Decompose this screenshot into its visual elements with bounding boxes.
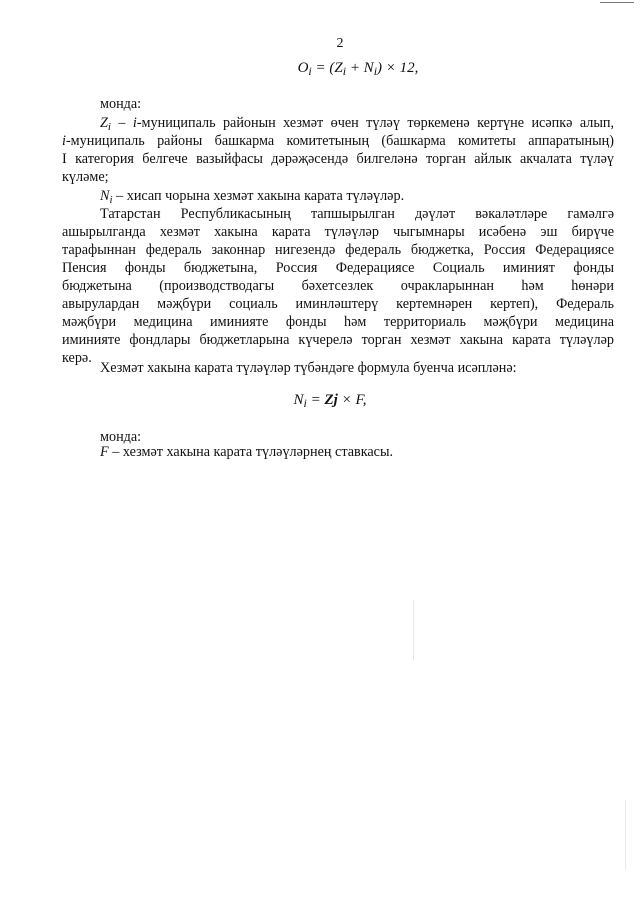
paragraph-line-1: Татарстан Республикасының тапшырылган дәүләт вәкаләтләре гамәлгә — [100, 206, 614, 222]
formula-oi-lhs-sub: i — [308, 64, 312, 78]
zi-definition-line-3: I категория белгече вазыйфасы дәрәҗәсендә билгеләнә торган айлык акчалата түләү — [62, 151, 614, 167]
formula-ni-tail: × F, — [337, 392, 367, 408]
formula-oi-z-sub: i — [342, 64, 347, 78]
paragraph-line-9: керә. — [62, 350, 92, 366]
zi-dash: – — [110, 115, 133, 131]
formula-oi-tail: ) × 12, — [377, 60, 419, 76]
zi-symbol: Z — [100, 115, 108, 131]
formula-oi-mid: = (Z — [311, 60, 343, 76]
formula-oi — [38, 60, 640, 77]
paragraph-line-7: мәҗбүри медицина иминияте фонды һәм территориаль мәҗбүри медицина — [62, 314, 614, 330]
paragraph-line-8: иминияте фондлары бюджетларына күчерелә торган хезмәт хакына карата түләүләр — [62, 332, 614, 348]
formula-oi-n-sub: i — [373, 64, 378, 78]
f-text: – хезмәт хакына карата түләүләрнең ставкасы. — [108, 444, 394, 460]
f-symbol: F — [100, 444, 109, 460]
zi-text-2: -муниципаль районы башкарма комитетының (башкарма комитеты аппаратының) — [65, 133, 614, 149]
page-number: 2 — [336, 36, 344, 51]
monda-label-1: монда: — [100, 96, 142, 112]
zi-definition-line-4: күләме; — [62, 169, 109, 185]
ni-symbol: N — [100, 188, 110, 204]
ni-symbol-sub: i — [109, 194, 113, 206]
monda-label-2: монда: — [100, 429, 142, 445]
paragraph-line-4: Пенсия фонды бюджетына, Россия Федерациясе Социаль иминият фонды — [62, 260, 614, 276]
formula-ni-zj: Zj — [324, 392, 338, 408]
zi-text-1: -муниципаль районын хезмәт өчен түләү төркеменә кертүне исәпкә алып, — [136, 115, 614, 131]
f-definition — [100, 443, 614, 461]
formula-ni-lhs-sub: i — [303, 396, 307, 410]
scan-mark — [625, 800, 626, 870]
formula-oi-lhs: O — [297, 60, 309, 76]
paragraph-line-6: авырулардан мәҗбүри социаль иминләштерү кертемнәрен кертеп), Федераль — [62, 296, 614, 312]
ni-definition — [100, 187, 614, 206]
formula-oi-plus: + N — [346, 60, 374, 76]
formula-ni — [10, 392, 640, 409]
paragraph-line-2: ашырылганда хезмәт хакына карата түләүләр чыгымнары исәбенә эш бирүче — [62, 224, 614, 240]
formula-intro: Хезмәт хакына карата түләүләр түбәндәге формула буенча исәпләнә: — [100, 360, 517, 376]
formula-ni-eq: = — [306, 392, 325, 408]
zi-i-1: i — [132, 115, 137, 131]
zi-definition-line-1 — [100, 114, 614, 133]
zi-i-2: i — [62, 133, 66, 149]
formula-ni-lhs: N — [293, 392, 304, 408]
ni-text: – хисап чорына хезмәт хакына карата түләүләр. — [112, 188, 405, 204]
scan-mark — [413, 600, 414, 660]
paragraph-line-5: бюджетына (производстводагы бәхетсезлек очракларыннан һәм һөнәри — [62, 278, 614, 294]
zi-definition-line-2 — [62, 132, 614, 150]
zi-symbol-sub: i — [107, 121, 111, 133]
top-edge-rule — [600, 2, 634, 3]
paragraph-line-3: тарафыннан федераль законнар нигезендә федераль бюджетка, Россия Федерациясе — [62, 242, 614, 258]
